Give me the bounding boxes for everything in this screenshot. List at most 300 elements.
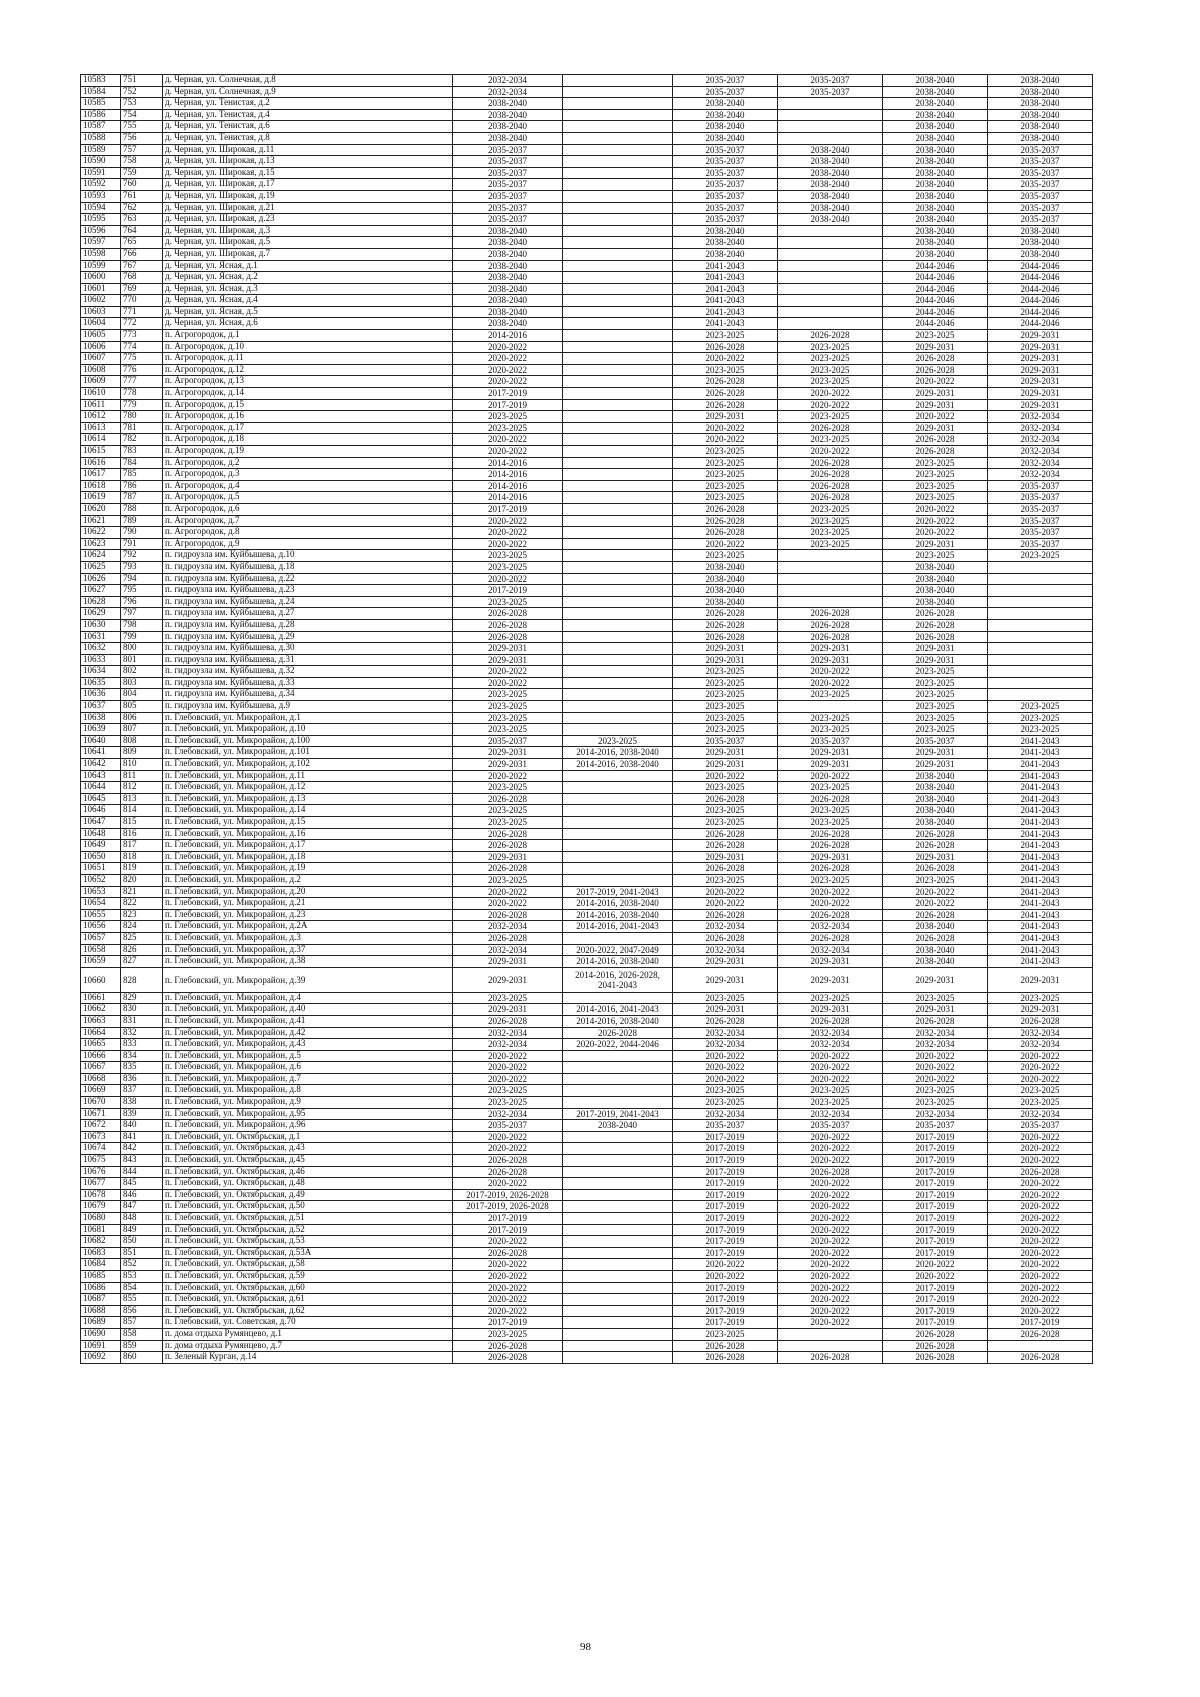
house-number-cell: 772 bbox=[121, 318, 163, 330]
period-cell-1: 2029-2031 bbox=[453, 643, 563, 655]
period-cell-6: 2035-2037 bbox=[988, 538, 1093, 550]
period-cell-3: 2029-2031 bbox=[673, 654, 778, 666]
house-number-cell: 845 bbox=[121, 1178, 163, 1190]
house-number-cell: 771 bbox=[121, 306, 163, 318]
house-number-cell: 807 bbox=[121, 724, 163, 736]
table-row bbox=[81, 747, 1093, 759]
house-number-cell: 848 bbox=[121, 1213, 163, 1225]
period-cell-4: 2020-2022 bbox=[778, 1073, 883, 1085]
period-cell-3: 2020-2022 bbox=[673, 538, 778, 550]
period-cell-2: 2014-2016, 2038-2040 bbox=[563, 909, 673, 921]
period-cell-3: 2023-2025 bbox=[673, 492, 778, 504]
house-number-cell: 813 bbox=[121, 793, 163, 805]
period-cell-6: 2041-2043 bbox=[988, 944, 1093, 956]
row-number-cell: 10586 bbox=[81, 109, 121, 121]
period-cell-6: 2035-2037 bbox=[988, 144, 1093, 156]
table-row bbox=[81, 643, 1093, 655]
period-cell-1: 2038-2040 bbox=[453, 283, 563, 295]
table-row bbox=[81, 956, 1093, 968]
capital-repair-schedule-table bbox=[80, 74, 1093, 1364]
period-cell-5: 2017-2019 bbox=[883, 1247, 988, 1259]
address-cell: п. Агрогородок, д.19 bbox=[163, 446, 453, 458]
table-row bbox=[81, 121, 1093, 133]
period-cell-1: 2020-2022 bbox=[453, 1236, 563, 1248]
period-cell-5: 2026-2028 bbox=[883, 863, 988, 875]
period-cell-5: 2044-2046 bbox=[883, 295, 988, 307]
period-cell-6: 2020-2022 bbox=[988, 1213, 1093, 1225]
period-cell-6: 2041-2043 bbox=[988, 898, 1093, 910]
house-number-cell: 794 bbox=[121, 573, 163, 585]
address-cell: д. Черная, ул. Широкая, д.7 bbox=[163, 248, 453, 260]
period-cell-6: 2032-2034 bbox=[988, 1027, 1093, 1039]
row-number-cell: 10593 bbox=[81, 190, 121, 202]
period-cell-6: 2044-2046 bbox=[988, 295, 1093, 307]
period-cell-3: 2041-2043 bbox=[673, 260, 778, 272]
table-row bbox=[81, 909, 1093, 921]
period-cell-3: 2038-2040 bbox=[673, 561, 778, 573]
period-cell-1: 2017-2019 bbox=[453, 399, 563, 411]
house-number-cell: 825 bbox=[121, 932, 163, 944]
row-number-cell: 10689 bbox=[81, 1317, 121, 1329]
period-cell-6: 2020-2022 bbox=[988, 1259, 1093, 1271]
period-cell-6: 2020-2022 bbox=[988, 1143, 1093, 1155]
period-cell-5: 2038-2040 bbox=[883, 956, 988, 968]
period-cell-5: 2020-2022 bbox=[883, 1259, 988, 1271]
period-cell-2 bbox=[563, 318, 673, 330]
house-number-cell: 850 bbox=[121, 1236, 163, 1248]
address-cell: п. Глебовский, ул. Микрорайон, д.12 bbox=[163, 782, 453, 794]
period-cell-2 bbox=[563, 503, 673, 515]
period-cell-3: 2026-2028 bbox=[673, 399, 778, 411]
period-cell-2 bbox=[563, 515, 673, 527]
period-cell-5: 2038-2040 bbox=[883, 167, 988, 179]
period-cell-5: 2029-2031 bbox=[883, 643, 988, 655]
period-cell-2 bbox=[563, 248, 673, 260]
period-cell-2 bbox=[563, 1247, 673, 1259]
row-number-cell: 10670 bbox=[81, 1097, 121, 1109]
period-cell-1: 2017-2019, 2026-2028 bbox=[453, 1201, 563, 1213]
period-cell-5: 2038-2040 bbox=[883, 121, 988, 133]
period-cell-5: 2032-2034 bbox=[883, 1108, 988, 1120]
row-number-cell: 10673 bbox=[81, 1131, 121, 1143]
period-cell-4: 2020-2022 bbox=[778, 1270, 883, 1282]
table-row bbox=[81, 944, 1093, 956]
period-cell-6: 2035-2037 bbox=[988, 480, 1093, 492]
period-cell-3: 2023-2025 bbox=[673, 805, 778, 817]
row-number-cell: 10677 bbox=[81, 1178, 121, 1190]
period-cell-5: 2026-2028 bbox=[883, 1328, 988, 1340]
house-number-cell: 854 bbox=[121, 1282, 163, 1294]
address-cell: п. Глебовский, ул. Микрорайон, д.8 bbox=[163, 1085, 453, 1097]
period-cell-1: 2020-2022 bbox=[453, 573, 563, 585]
table-row bbox=[81, 1062, 1093, 1074]
row-number-cell: 10587 bbox=[81, 121, 121, 133]
period-cell-5: 2032-2034 bbox=[883, 1039, 988, 1051]
table-row bbox=[81, 1224, 1093, 1236]
period-cell-5: 2029-2031 bbox=[883, 399, 988, 411]
period-cell-6: 2032-2034 bbox=[988, 434, 1093, 446]
table-row bbox=[81, 1166, 1093, 1178]
table-row bbox=[81, 1015, 1093, 1027]
period-cell-1: 2035-2037 bbox=[453, 214, 563, 226]
period-cell-3: 2026-2028 bbox=[673, 619, 778, 631]
period-cell-6: 2041-2043 bbox=[988, 932, 1093, 944]
period-cell-3: 2038-2040 bbox=[673, 237, 778, 249]
address-cell: п. Агрогородок, д.5 bbox=[163, 492, 453, 504]
period-cell-1: 2023-2025 bbox=[453, 874, 563, 886]
address-cell: п. Глебовский, ул. Микрорайон, д.14 bbox=[163, 805, 453, 817]
house-number-cell: 788 bbox=[121, 503, 163, 515]
table-row bbox=[81, 654, 1093, 666]
row-number-cell: 10630 bbox=[81, 619, 121, 631]
row-number-cell: 10685 bbox=[81, 1270, 121, 1282]
address-cell: п. гидроузла им. Куйбышева, д.32 bbox=[163, 666, 453, 678]
house-number-cell: 789 bbox=[121, 515, 163, 527]
period-cell-5: 2032-2034 bbox=[883, 1027, 988, 1039]
period-cell-3: 2032-2034 bbox=[673, 1108, 778, 1120]
house-number-cell: 837 bbox=[121, 1085, 163, 1097]
house-number-cell: 752 bbox=[121, 86, 163, 98]
table-row bbox=[81, 874, 1093, 886]
period-cell-3: 2023-2025 bbox=[673, 364, 778, 376]
period-cell-5: 2044-2046 bbox=[883, 260, 988, 272]
row-number-cell: 10661 bbox=[81, 992, 121, 1004]
period-cell-1: 2023-2025 bbox=[453, 550, 563, 562]
period-cell-2 bbox=[563, 992, 673, 1004]
period-cell-1: 2026-2028 bbox=[453, 932, 563, 944]
address-cell: п. гидроузла им. Куйбышева, д.27 bbox=[163, 608, 453, 620]
address-cell: д. Черная, ул. Ясная, д.3 bbox=[163, 283, 453, 295]
table-row bbox=[81, 724, 1093, 736]
period-cell-2 bbox=[563, 793, 673, 805]
period-cell-5: 2017-2019 bbox=[883, 1131, 988, 1143]
period-cell-6: 2020-2022 bbox=[988, 1236, 1093, 1248]
period-cell-2 bbox=[563, 75, 673, 87]
table-row bbox=[81, 75, 1093, 87]
house-number-cell: 754 bbox=[121, 109, 163, 121]
period-cell-6: 2020-2022 bbox=[988, 1305, 1093, 1317]
period-cell-4: 2032-2034 bbox=[778, 1039, 883, 1051]
period-cell-4 bbox=[778, 1328, 883, 1340]
table-row bbox=[81, 376, 1093, 388]
period-cell-4: 2020-2022 bbox=[778, 1155, 883, 1167]
table-row bbox=[81, 735, 1093, 747]
row-number-cell: 10590 bbox=[81, 156, 121, 168]
table-row bbox=[81, 677, 1093, 689]
address-cell: п. Глебовский, ул. Микрорайон, д.1 bbox=[163, 712, 453, 724]
table-row bbox=[81, 1039, 1093, 1051]
table-row bbox=[81, 712, 1093, 724]
period-cell-2 bbox=[563, 1224, 673, 1236]
period-cell-5: 2017-2019 bbox=[883, 1282, 988, 1294]
period-cell-6: 2029-2031 bbox=[988, 1004, 1093, 1016]
row-number-cell: 10605 bbox=[81, 330, 121, 342]
row-number-cell: 10602 bbox=[81, 295, 121, 307]
period-cell-6: 2023-2025 bbox=[988, 724, 1093, 736]
table-row bbox=[81, 527, 1093, 539]
period-cell-3: 2020-2022 bbox=[673, 353, 778, 365]
period-cell-6: 2044-2046 bbox=[988, 318, 1093, 330]
period-cell-1: 2038-2040 bbox=[453, 260, 563, 272]
period-cell-2 bbox=[563, 1213, 673, 1225]
address-cell: п. Агрогородок, д.16 bbox=[163, 411, 453, 423]
period-cell-1: 2026-2028 bbox=[453, 631, 563, 643]
period-cell-5: 2026-2028 bbox=[883, 619, 988, 631]
period-cell-1: 2026-2028 bbox=[453, 1340, 563, 1352]
period-cell-6: 2044-2046 bbox=[988, 272, 1093, 284]
row-number-cell: 10604 bbox=[81, 318, 121, 330]
house-number-cell: 793 bbox=[121, 561, 163, 573]
period-cell-3: 2029-2031 bbox=[673, 967, 778, 992]
period-cell-1: 2020-2022 bbox=[453, 1131, 563, 1143]
house-number-cell: 755 bbox=[121, 121, 163, 133]
period-cell-4: 2026-2028 bbox=[778, 469, 883, 481]
period-cell-1: 2038-2040 bbox=[453, 121, 563, 133]
period-cell-3: 2035-2037 bbox=[673, 144, 778, 156]
period-cell-5: 2026-2028 bbox=[883, 909, 988, 921]
house-number-cell: 828 bbox=[121, 967, 163, 992]
table-row bbox=[81, 1213, 1093, 1225]
table-row bbox=[81, 341, 1093, 353]
house-number-cell: 827 bbox=[121, 956, 163, 968]
period-cell-4: 2023-2025 bbox=[778, 724, 883, 736]
address-cell: п. Глебовский, ул. Микрорайон, д.39 bbox=[163, 967, 453, 992]
period-cell-3: 2020-2022 bbox=[673, 1270, 778, 1282]
house-number-cell: 777 bbox=[121, 376, 163, 388]
table-row bbox=[81, 817, 1093, 829]
row-number-cell: 10592 bbox=[81, 179, 121, 191]
row-number-cell: 10609 bbox=[81, 376, 121, 388]
row-number-cell: 10680 bbox=[81, 1213, 121, 1225]
period-cell-2 bbox=[563, 156, 673, 168]
address-cell: п. Глебовский, ул. Октябрьская, д.45 bbox=[163, 1155, 453, 1167]
house-number-cell: 817 bbox=[121, 840, 163, 852]
house-number-cell: 767 bbox=[121, 260, 163, 272]
period-cell-2: 2014-2016, 2038-2040 bbox=[563, 1015, 673, 1027]
address-cell: п. Глебовский, ул. Октябрьская, д.53 bbox=[163, 1236, 453, 1248]
address-cell: п. Глебовский, ул. Октябрьская, д.43 bbox=[163, 1143, 453, 1155]
address-cell: п. Глебовский, ул. Микрорайон, д.20 bbox=[163, 886, 453, 898]
period-cell-2 bbox=[563, 712, 673, 724]
address-cell: п. гидроузла им. Куйбышева, д.34 bbox=[163, 689, 453, 701]
house-number-cell: 796 bbox=[121, 596, 163, 608]
address-cell: п. Глебовский, ул. Микрорайон, д.41 bbox=[163, 1015, 453, 1027]
row-number-cell: 10638 bbox=[81, 712, 121, 724]
period-cell-6: 2026-2028 bbox=[988, 1015, 1093, 1027]
period-cell-4: 2020-2022 bbox=[778, 1062, 883, 1074]
row-number-cell: 10683 bbox=[81, 1247, 121, 1259]
period-cell-4: 2023-2025 bbox=[778, 341, 883, 353]
house-number-cell: 786 bbox=[121, 480, 163, 492]
period-cell-5: 2017-2019 bbox=[883, 1317, 988, 1329]
house-number-cell: 816 bbox=[121, 828, 163, 840]
period-cell-3: 2026-2028 bbox=[673, 376, 778, 388]
period-cell-3: 2020-2022 bbox=[673, 898, 778, 910]
period-cell-2 bbox=[563, 550, 673, 562]
period-cell-6: 2026-2028 bbox=[988, 1352, 1093, 1364]
period-cell-6: 2041-2043 bbox=[988, 851, 1093, 863]
address-cell: п. Глебовский, ул. Октябрьская, д.53А bbox=[163, 1247, 453, 1259]
period-cell-4: 2029-2031 bbox=[778, 967, 883, 992]
period-cell-1: 2023-2025 bbox=[453, 701, 563, 713]
period-cell-1: 2020-2022 bbox=[453, 666, 563, 678]
address-cell: п. Глебовский, ул. Советская, д.70 bbox=[163, 1317, 453, 1329]
house-number-cell: 849 bbox=[121, 1224, 163, 1236]
house-number-cell: 770 bbox=[121, 295, 163, 307]
address-cell: п. Глебовский, ул. Микрорайон, д.101 bbox=[163, 747, 453, 759]
table-row bbox=[81, 608, 1093, 620]
address-cell: п. Глебовский, ул. Микрорайон, д.100 bbox=[163, 735, 453, 747]
address-cell: д. Черная, ул. Широкая, д.23 bbox=[163, 214, 453, 226]
address-cell: д. Черная, ул. Широкая, д.17 bbox=[163, 179, 453, 191]
period-cell-3: 2023-2025 bbox=[673, 724, 778, 736]
address-cell: д. Черная, ул. Широкая, д.3 bbox=[163, 225, 453, 237]
row-number-cell: 10631 bbox=[81, 631, 121, 643]
period-cell-4: 2020-2022 bbox=[778, 1143, 883, 1155]
table-row bbox=[81, 1085, 1093, 1097]
period-cell-5: 2017-2019 bbox=[883, 1201, 988, 1213]
table-row bbox=[81, 886, 1093, 898]
period-cell-6: 2020-2022 bbox=[988, 1073, 1093, 1085]
period-cell-1: 2038-2040 bbox=[453, 272, 563, 284]
period-cell-2 bbox=[563, 1236, 673, 1248]
address-cell: п. Агрогородок, д.3 bbox=[163, 469, 453, 481]
period-cell-1: 2038-2040 bbox=[453, 306, 563, 318]
period-cell-2 bbox=[563, 364, 673, 376]
row-number-cell: 10667 bbox=[81, 1062, 121, 1074]
period-cell-4: 2020-2022 bbox=[778, 399, 883, 411]
address-cell: д. Черная, ул. Ясная, д.4 bbox=[163, 295, 453, 307]
period-cell-1: 2023-2025 bbox=[453, 782, 563, 794]
period-cell-5: 2023-2025 bbox=[883, 701, 988, 713]
address-cell: п. гидроузла им. Куйбышева, д.30 bbox=[163, 643, 453, 655]
period-cell-5: 2026-2028 bbox=[883, 608, 988, 620]
table-row bbox=[81, 156, 1093, 168]
period-cell-6: 2020-2022 bbox=[988, 1224, 1093, 1236]
period-cell-2 bbox=[563, 1166, 673, 1178]
period-cell-5: 2026-2028 bbox=[883, 1015, 988, 1027]
house-number-cell: 858 bbox=[121, 1328, 163, 1340]
period-cell-5: 2038-2040 bbox=[883, 944, 988, 956]
table-row bbox=[81, 759, 1093, 771]
period-cell-1: 2020-2022 bbox=[453, 527, 563, 539]
period-cell-5: 2026-2028 bbox=[883, 631, 988, 643]
period-cell-5: 2029-2031 bbox=[883, 538, 988, 550]
address-cell: п. Агрогородок, д.14 bbox=[163, 388, 453, 400]
table-row bbox=[81, 793, 1093, 805]
address-cell: п. Глебовский, ул. Микрорайон, д.11 bbox=[163, 770, 453, 782]
row-number-cell: 10624 bbox=[81, 550, 121, 562]
period-cell-1: 2026-2028 bbox=[453, 863, 563, 875]
period-cell-1: 2020-2022 bbox=[453, 898, 563, 910]
period-cell-2 bbox=[563, 190, 673, 202]
table-row bbox=[81, 1236, 1093, 1248]
row-number-cell: 10692 bbox=[81, 1352, 121, 1364]
period-cell-6: 2035-2037 bbox=[988, 190, 1093, 202]
period-cell-4: 2038-2040 bbox=[778, 167, 883, 179]
table-row bbox=[81, 179, 1093, 191]
house-number-cell: 826 bbox=[121, 944, 163, 956]
period-cell-4: 2029-2031 bbox=[778, 654, 883, 666]
period-cell-1: 2014-2016 bbox=[453, 330, 563, 342]
period-cell-3: 2023-2025 bbox=[673, 712, 778, 724]
table-row bbox=[81, 1247, 1093, 1259]
row-number-cell: 10682 bbox=[81, 1236, 121, 1248]
house-number-cell: 797 bbox=[121, 608, 163, 620]
address-cell: п. Глебовский, ул. Октябрьская, д.52 bbox=[163, 1224, 453, 1236]
period-cell-3: 2017-2019 bbox=[673, 1247, 778, 1259]
period-cell-3: 2023-2025 bbox=[673, 480, 778, 492]
table-row bbox=[81, 492, 1093, 504]
address-cell: п. Агрогородок, д.12 bbox=[163, 364, 453, 376]
period-cell-6: 2020-2022 bbox=[988, 1155, 1093, 1167]
house-number-cell: 758 bbox=[121, 156, 163, 168]
address-cell: п. Агрогородок, д.15 bbox=[163, 399, 453, 411]
row-number-cell: 10633 bbox=[81, 654, 121, 666]
address-cell: п. гидроузла им. Куйбышева, д.23 bbox=[163, 585, 453, 597]
house-number-cell: 760 bbox=[121, 179, 163, 191]
row-number-cell: 10640 bbox=[81, 735, 121, 747]
period-cell-3: 2017-2019 bbox=[673, 1166, 778, 1178]
schedule-table-container bbox=[80, 74, 1092, 1364]
table-row bbox=[81, 898, 1093, 910]
period-cell-5: 2017-2019 bbox=[883, 1294, 988, 1306]
period-cell-2 bbox=[563, 817, 673, 829]
period-cell-1: 2020-2022 bbox=[453, 446, 563, 458]
row-number-cell: 10596 bbox=[81, 225, 121, 237]
period-cell-1: 2026-2028 bbox=[453, 619, 563, 631]
period-cell-4: 2023-2025 bbox=[778, 376, 883, 388]
table-row bbox=[81, 1201, 1093, 1213]
period-cell-4: 2023-2025 bbox=[778, 538, 883, 550]
period-cell-2: 2023-2025 bbox=[563, 735, 673, 747]
row-number-cell: 10639 bbox=[81, 724, 121, 736]
table-row bbox=[81, 283, 1093, 295]
address-cell: п. Глебовский, ул. Микрорайон, д.3 bbox=[163, 932, 453, 944]
row-number-cell: 10665 bbox=[81, 1039, 121, 1051]
period-cell-5: 2023-2025 bbox=[883, 874, 988, 886]
period-cell-6: 2041-2043 bbox=[988, 805, 1093, 817]
period-cell-3: 2029-2031 bbox=[673, 1004, 778, 1016]
period-cell-1: 2029-2031 bbox=[453, 967, 563, 992]
address-cell: д. Черная, ул. Солнечная, д.9 bbox=[163, 86, 453, 98]
period-cell-3: 2029-2031 bbox=[673, 747, 778, 759]
period-cell-3: 2020-2022 bbox=[673, 886, 778, 898]
period-cell-6: 2023-2025 bbox=[988, 701, 1093, 713]
period-cell-6: 2029-2031 bbox=[988, 967, 1093, 992]
period-cell-3: 2035-2037 bbox=[673, 167, 778, 179]
period-cell-3: 2017-2019 bbox=[673, 1131, 778, 1143]
address-cell: п. Глебовский, ул. Микрорайон, д.42 bbox=[163, 1027, 453, 1039]
period-cell-6: 2041-2043 bbox=[988, 793, 1093, 805]
period-cell-5: 2038-2040 bbox=[883, 770, 988, 782]
period-cell-1: 2026-2028 bbox=[453, 793, 563, 805]
table-row bbox=[81, 1340, 1093, 1352]
period-cell-4: 2035-2037 bbox=[778, 86, 883, 98]
period-cell-1: 2020-2022 bbox=[453, 886, 563, 898]
period-cell-3: 2017-2019 bbox=[673, 1143, 778, 1155]
period-cell-4: 2020-2022 bbox=[778, 1178, 883, 1190]
house-number-cell: 799 bbox=[121, 631, 163, 643]
row-number-cell: 10613 bbox=[81, 422, 121, 434]
table-body bbox=[81, 75, 1093, 1364]
period-cell-5: 2023-2025 bbox=[883, 550, 988, 562]
period-cell-1: 2020-2022 bbox=[453, 341, 563, 353]
period-cell-4 bbox=[778, 318, 883, 330]
period-cell-6: 2041-2043 bbox=[988, 874, 1093, 886]
row-number-cell: 10606 bbox=[81, 341, 121, 353]
period-cell-2 bbox=[563, 1097, 673, 1109]
